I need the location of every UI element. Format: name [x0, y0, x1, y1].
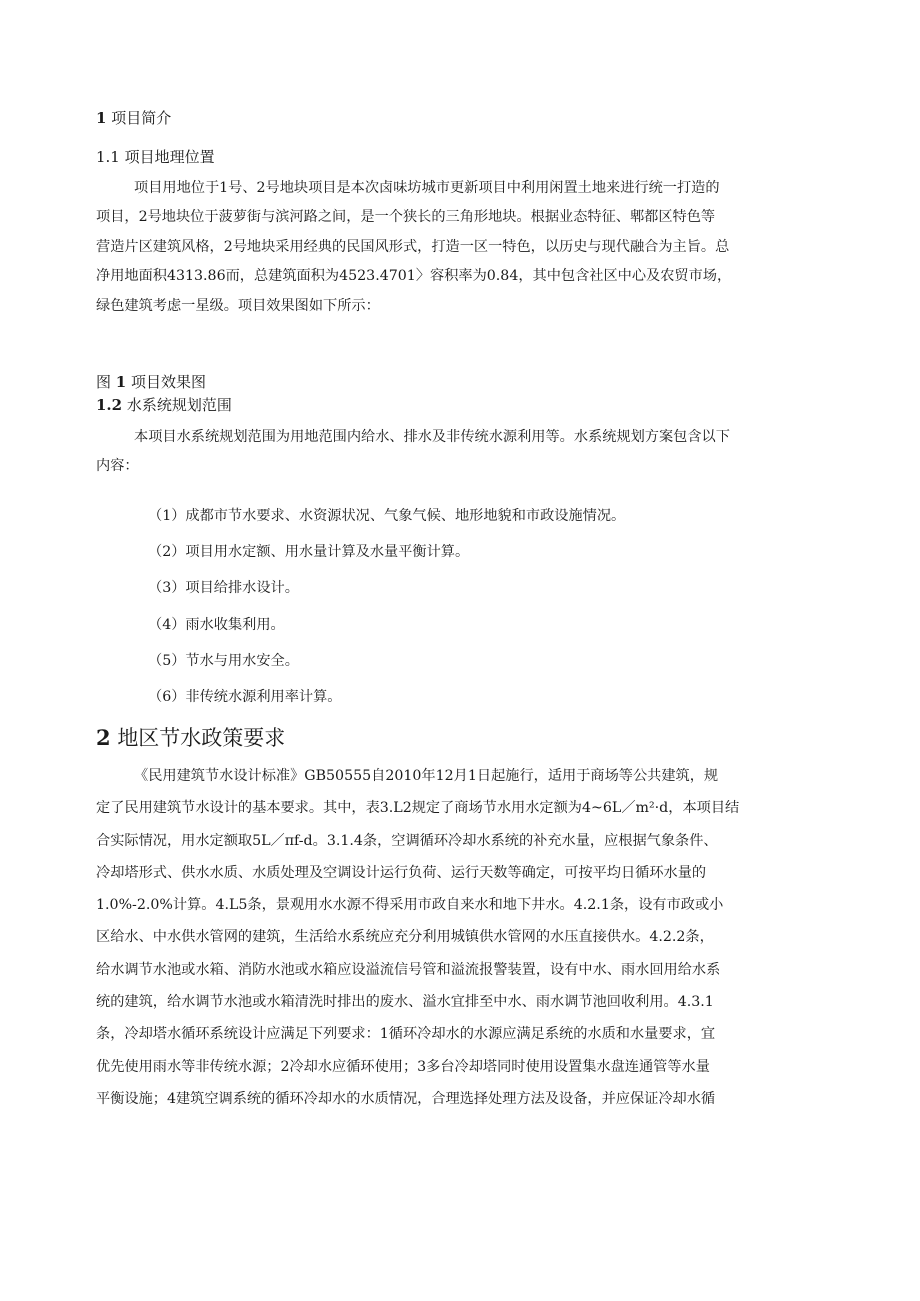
subsection-1-1-number: 1.1 — [96, 148, 120, 166]
policy-line: 合实际情况，用水定额取5L／πf-d。3.1.4条，空调循环冷却水系统的补充水量，应根据气象条件、 — [96, 832, 718, 849]
figure-caption — [96, 371, 206, 393]
intro-paragraph — [96, 174, 856, 321]
policy-line: 条，冷却塔水循环系统设计应满足下列要求：1循环冷却水的水源应满足系统的水质和水量要求，宜 — [96, 1026, 716, 1043]
policy-line: 优先使用雨水等非传统水源；2冷却水应循环使用；3多台冷却塔同时使用设置集水盘连通管等水量 — [96, 1058, 710, 1075]
subsection-1-2-number: 1.2 — [96, 396, 123, 414]
policy-line: 给水调节水池或水箱、消防水池或水箱应设溢流信号管和溢流报警装置，设有中水、雨水回用给水系 — [96, 961, 721, 978]
policy-line: 冷却塔形式、供水水质、水质处理及空调设计运行负荷、运行天数等确定，可按平均日循环水量的 — [96, 864, 707, 881]
policy-paragraph — [96, 760, 856, 1115]
subsection-1-2-heading — [96, 394, 232, 416]
scope-line: 内容： — [96, 458, 139, 475]
subsection-1-1-heading — [96, 146, 215, 168]
intro-line: 净用地面积4313.86而，总建筑面积为4523.4701〉容积率为0.84，其中包含社区中心及农贸市场， — [96, 268, 732, 285]
intro-line: 营造片区建筑风格，2号地块采用经典的民国风形式，打造一区一特色，以历史与现代融合为主旨。总 — [96, 238, 730, 255]
scope-list-item: （5）节水与用水安全。 — [148, 653, 299, 669]
scope-list-item: （4）雨水收集利用。 — [148, 617, 285, 633]
section-1-number: 1 — [96, 109, 107, 127]
policy-line: 1.0%-2.0%计算。4.L5条，景观用水水源不得采用市政自来水和地下井水。4.2.1条，设有市政或小 — [96, 897, 724, 914]
intro-line: 绿色建筑考虑一星级。项目效果图如下所示： — [96, 297, 380, 314]
section-2-number: 2 — [96, 725, 111, 750]
subsection-1-2-title: 水系统规划范围 — [126, 396, 232, 414]
policy-line: 平衡设施；4建筑空调系统的循环冷却水的水质情况，合理选择处理方法及设备，并应保证冷却水循 — [96, 1090, 716, 1107]
intro-line: 项目，2号地块位于菠萝街与滨河路之间，是一个狭长的三角形地块。根据业态特征、郫都区特色等 — [96, 209, 716, 226]
intro-line: 项目用地位于1号、2号地块项目是本次卤味坊城市更新项目中利用闲置土地来进行统一打造的 — [134, 180, 720, 196]
policy-line: 定了民用建筑节水设计的基本要求。其中，表3.L2规定了商场节水用水定额为4~6L／m²·d，本项目结 — [96, 800, 740, 817]
policy-line: 统的建筑，给水调节水池或水箱清洗时排出的废水、溢水宜排至中水、雨水调节池回收利用。4.3.1 — [96, 994, 714, 1011]
scope-list-item: （6）非传统水源利用率计算。 — [148, 689, 342, 705]
scope-list-item: （3）项目给排水设计。 — [148, 580, 299, 596]
figure-caption-text: 项目效果图 — [131, 373, 207, 391]
section-1-title: 项目简介 — [111, 109, 172, 127]
scope-list-item: （2）项目用水定额、用水量计算及水量平衡计算。 — [148, 544, 470, 560]
scope-line: 本项目水系统规划范围为用地范围内给水、排水及非传统水源利用等。水系统规划方案包含以下 — [134, 429, 730, 445]
figure-caption-label: 图 — [96, 373, 112, 391]
section-2-title: 地区节水政策要求 — [117, 726, 286, 750]
policy-line: 区给水、中水供水管网的建筑，生活给水系统应充分利用城镇供水管网的水压直接供水。4.2.2条， — [96, 929, 714, 946]
scope-list-item: （1）成都市节水要求、水资源状况、气象气候、地形地貌和市政设施情况。 — [148, 508, 626, 524]
scope-paragraph — [96, 423, 856, 482]
policy-line: 《民用建筑节水设计标准》GB50555自2010年12月1日起施行，适用于商场等公共建筑，规 — [134, 768, 719, 784]
subsection-1-1-title: 项目地理位置 — [124, 148, 215, 166]
section-1-heading — [96, 106, 171, 130]
section-2-heading — [96, 722, 285, 754]
figure-caption-number: 1 — [115, 373, 127, 391]
